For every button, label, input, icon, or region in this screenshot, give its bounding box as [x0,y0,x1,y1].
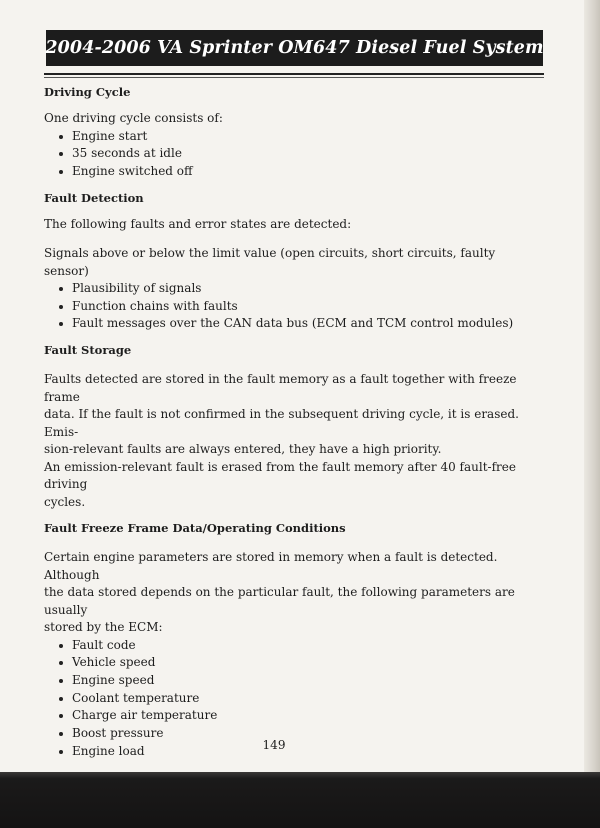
section-heading-fault-detection: Fault Detection [44,190,144,205]
driving-cycle-list [44,128,539,181]
list-item: Fault code [56,637,539,655]
fault-detection-intro: The following faults and error states are detected: [44,216,352,231]
bullet-icon [59,732,63,736]
bullet-icon [59,170,63,174]
fault-storage-line-5: cycles. [44,494,86,509]
page-content [44,84,539,760]
bullet-icon [59,135,63,139]
bullet-icon [59,152,63,156]
bullet-icon [59,287,63,291]
list-item: Charge air temperature [56,707,539,725]
section-heading-fault-storage: Fault Storage [44,343,132,358]
bullet-icon [59,644,63,648]
page-edge-shadow [584,0,600,775]
bullet-icon [59,697,63,701]
section-heading-freeze-frame: Fault Freeze Frame Data/Operating Conditions [44,521,346,536]
fault-detection-list [44,280,539,333]
page-number: 149 [262,738,286,752]
fault-detection-signals: Signals above or below the limit value (open circuits, short circuits, faulty sensor) [44,246,496,278]
page-title: 2004-2006 VA Sprinter OM647 Diesel Fuel System [45,38,544,58]
list-item: Plausibility of signals [56,280,539,298]
header-rule-thick [44,73,544,75]
list-item: Function chains with faults [56,298,539,316]
list-item: Engine switched off [56,163,539,181]
list-item: Vehicle speed [56,654,539,672]
fault-storage-line-3: sion-relevant faults are always entered, they have a high priority. [44,442,442,457]
bullet-icon [59,679,63,683]
header-rule-thin [44,77,544,78]
bullet-icon [59,661,63,665]
section-heading-driving-cycle: Driving Cycle [44,85,131,99]
list-item: Engine speed [56,672,539,690]
list-item: Boost pressure [56,725,539,743]
bullet-icon [59,322,63,326]
freeze-frame-line-2: the data stored depends on the particular fault, the following parameters are usually [44,585,515,617]
list-item: Fault messages over the CAN data bus (ECM and TCM control modules) [56,315,539,333]
bullet-icon [59,714,63,718]
freeze-frame-line-3: stored by the ECM: [44,620,163,635]
fault-storage-line-1: Faults detected are stored in the fault memory as a fault together with freeze frame [44,372,517,404]
driving-cycle-intro: One driving cycle consists of: [44,111,223,125]
list-item: 35 seconds at idle [56,145,539,163]
header-bar [46,30,543,66]
scanner-bottom-band [0,772,600,828]
list-item: Engine start [56,128,539,146]
fault-storage-line-2: data. If the fault is not confirmed in the subsequent driving cycle, it is erased. Emis- [44,407,519,439]
fault-storage-line-4: An emission-relevant fault is erased from the fault memory after 40 fault-free driving [44,459,516,492]
bullet-icon [59,305,63,309]
freeze-frame-line-1: Certain engine parameters are stored in memory when a fault is detected. Although [44,550,498,582]
list-item: Coolant temperature [56,690,539,708]
list-item: Engine load [56,743,539,761]
